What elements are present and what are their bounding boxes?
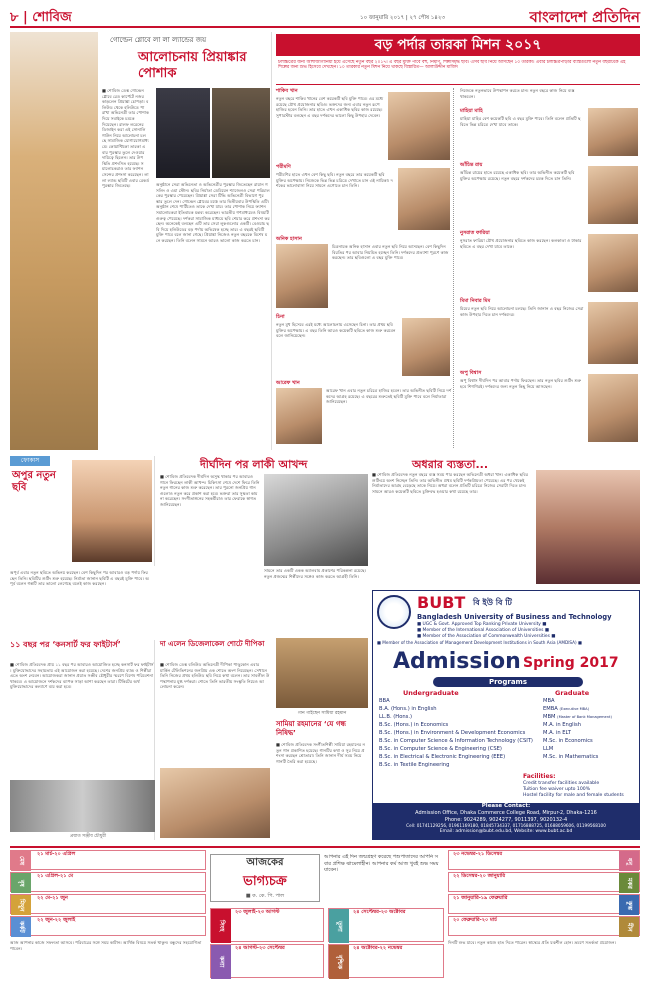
priyanka-story (10, 32, 272, 450)
star-photo (588, 374, 638, 442)
admission-heading: Admission (393, 649, 521, 674)
dipika-title: দা এলেন ডিজেলাকেল শোটে দীপিকা (160, 640, 265, 648)
program-item: B.Sc. in Computer Science & Engineering (CSE) (379, 746, 502, 752)
bubt-logo: BUBT (417, 593, 466, 612)
bubt-logo-bn: বি ইউ বি টি (473, 598, 512, 607)
bubt-name: Bangladesh University of Business and Technology (417, 613, 612, 621)
star-photo (398, 168, 450, 230)
concert-caption: প্রয়াত সঞ্জীব চৌধুরী (70, 834, 106, 839)
horoscope-sign: ২২ মে-২১ জুন মিথুন (10, 894, 206, 914)
star-card: নুসরাত ফারিয়া নুসরাত ফারিয়া যৌথ প্রযোজনার ছবিতে কাজ করছেন। কলকাতা ও ঢাকার ছবিতে এ বছর দেখা যাবে তাকে। (460, 230, 640, 296)
program-item: B.Sc. (Hons.) in Economics (379, 722, 449, 728)
star-photo (588, 108, 638, 156)
samia-photo (276, 638, 368, 708)
gr-list (543, 697, 637, 761)
ug-list (379, 697, 539, 769)
horoscope-sign: ২৩ নভেম্বর-২১ ডিসেম্বর ধনু (448, 850, 640, 870)
fokas-tag: ফোকাস (10, 456, 50, 466)
program-item: B.Sc. in Textile Engineering (379, 762, 450, 768)
lucky-photo (264, 474, 368, 566)
star-card: চিনা নতুন মুখ হিসেবে এরই মধ্যে আলোচনায় এসেছেন চিনা। তার প্রথম ছবি মুক্তির অপেক্ষায়। এ বছর তিনি আরও কয়েকটি ছবিতে কাজ শুরু করবেন বলে জানিয়েছেন। (276, 314, 454, 378)
dipika-photo (160, 768, 270, 838)
lucky-story: দীর্ঘদিন পর লাকী আখন্দ ■ শোবিজ প্রতিবেদক দীর্ঘদিন অসুস্থ থাকার পর আবারও গানে ফিরছেন লাকী আখন্দ। চিকিৎসা শেষে দেশে ফিরে তিনি নতুন গানের কাজ শুরু করেছেন। তার পুরনো জনপ্রিয় গানগুলোও নতুন করে প্রকাশ করা হবে। ভক্তরা তার সুস্থতা কামনা করেছেন। সংগীতাঙ্গনের সহকর্মীরাও তার ফেরাকে স্বাগত জানিয়েছেন। সামনে তার একটি একক অ্যালবাম প্রকাশের পরিকল্পনা রয়েছে। নতুন প্রজন্মের শিল্পীদের সঙ্গেও কাজ করতে আগ্রহী তিনি। (160, 458, 367, 579)
star-photo (588, 302, 638, 364)
star-photo (388, 92, 450, 160)
fokas-photo (72, 460, 152, 562)
contact-box: Please Contact: Admission Office, Dhaka Commerce College Road, Mirpur-2, Dhaka-1216 Phone: 9024289, 9024277, 9011397, 9020132-4 Cell: 01741129256, 01961169180, 01845734337, 01716888725, 01688059606, 01199568100 Email: admission@bubt.edu.bd, Website: www.bubt.ac.bd (373, 803, 639, 840)
star-name: আঁচিন্ত রায় (460, 162, 483, 168)
admission-term: Spring 2017 (523, 655, 619, 671)
lucky-title: দীর্ঘদিন পর লাকী আখন্দ (200, 458, 308, 471)
program-item: B.A. (Hons.) in English (379, 706, 437, 712)
busy-story: অধরার ব্যস্ততা... ■ শোবিজ প্রতিবেদক নতুন বছরে ব্যস্ত সময় পার করছেন অভিনেত্রী অধরা খান। একাধিক ছবির শুটিংয়ে অংশ নিচ্ছেন তিনি। তার অভিনীত প্রথম ছবিটি দর্শকপ্রিয়তা পেয়েছে। এর পর থেকেই নির্মাতাদের আগ্রহ বেড়েছে তাকে নিয়ে। অধরা বলেন প্রতিটি চরিত্রে নিজের সেরাটা দিতে চান। সামনে আরও কয়েকটি ছবিতে চুক্তিবদ্ধ হওয়ার কথা রয়েছে তার। (372, 456, 640, 586)
page-number: ৮ | শোবিজ (10, 10, 72, 25)
horoscope-sign: ২৪ আগস্ট-২৩ সেপ্টেম্বর কন্যা (210, 944, 324, 978)
priyanka-body-1: ■ শোবিজ ডেস্ক গোল্ডেন গ্লোবে রেড কার্পেটে নজর কাড়লেন প্রিয়াঙ্কা চোপড়া। বলিউড থেকে হলিউডে পা রাখা অভিনেত্রী তার পোশাক দিয়ে সবাইকে চমকে দিয়েছেন। রালফ লরেনের ডিজাইন করা এই সোনালি গাউন নিয়ে আলোচনা চলছে সামাজিক যোগাযোগমাধ্যমে। কোয়ান্টিকো তারকা এবার পুরস্কার তুলে দেওয়ার দায়িত্বে ছিলেন। তার উপস্থিতি প্রশংসিত হয়েছে। সমালোচকরাও তার ফ্যাশন সেন্সের প্রশংসা করেছেন। লা লা ল্যান্ড ছবিটি এবার রেকর্ড পুরস্কার জিতেছে। (102, 88, 150, 189)
horoscope-sign: ২৪ অক্টোবর-২২ নভেম্বর বৃশ্চিক (328, 944, 444, 978)
star-name: চিনা (276, 314, 285, 320)
program-item: MBA (543, 698, 555, 704)
bubt-ad: BUBT বি ইউ বি টি Bangladesh University of Business and Technology ■ UGC & Govt. Approved Top Ranking Private University ■ ■ Member of the International Association of Universities ■ ■ Member of the Association of Commonwealth Universities ■ ■ Member of the Association of Management Development Institutions in South Asia (AMDISA) ■ Admission Spring 2017 Programs Undergraduate Graduate BBA B.A. (Hons.) in English LL.B. (Hons.) B.Sc. (Hons.) in Economics B.Sc. (Hons.) in Environment & Development Economics B.Sc. in Computer Science & Information Technology (CSIT) B.Sc. in Computer Science & Engineering (CSE) B.Sc. in Electrical & Electronic Engineering (EEE) B.Sc. in Textile Engineering MBA EMBA (Executive MBA) MBM (Master of Bank Management) M.A. in English M.A. in ELT M.Sc. in Economics LLM M.Sc. in Mathematics Facilities: Credit transfer facilities available Tuition fee waiver upto 100% Hostel facility for male and female students Please Contact: Admission Office, Dhaka Commerce College Road, Mirpur-2, Dhaka-1216 Phone: 9024289, 9024277, 9011397, 9020132-4 Cell: 01741129256, 01961169180, 01845734337, 01716888725, 01688059606, 01199568100 Email: admission@bubt.edu.bd, Website: www.bubt.ac.bd (372, 590, 640, 840)
horoscope-sign: ২১ জানুয়ারি-১৯ ফেব্রুয়ারি কুম্ভ (448, 894, 640, 914)
gr-heading: Graduate (555, 689, 590, 697)
star-name: অপু বিশ্বাস (460, 370, 482, 376)
priyanka-photo (10, 32, 98, 450)
program-item: M.A. in ELT (543, 730, 571, 736)
program-item: B.Sc. in Computer Science & Information Technology (CSIT) (379, 738, 533, 744)
star-name: শাকিব খান (276, 88, 298, 94)
busy-title: অধরার ব্যস্ততা... (412, 458, 489, 471)
star-card: আরেফ খান আরেফ খান এবার নতুন চরিত্রে হাজির হবেন। তার অভিনীত ছবিটি নিয়ে দর্শকদের আগ্রহ রয়েছে। এ বছরের শুরুতেই ছবিটি মুক্তি পাবে বলে নির্মাতারা জানিয়েছেন। (276, 380, 454, 446)
fokas-title: অপুর নতুন ছবি (12, 470, 56, 493)
mission-title: বড় পর্দার তারকা মিশন ২০১৭ (276, 34, 640, 56)
star-photo (276, 388, 322, 444)
horoscope-sign: ২০ ফেব্রুয়ারি-২০ মার্চ মীন (448, 916, 640, 936)
priyanka-title: আলোচনায় প্রিয়াঙ্কার পোশাক (138, 50, 247, 81)
horoscope-section: আজকের ভাগ্যচক্র ■ ক. কে. পি. পাল আপনার এই দিন জন্মগ্রহণ করেছে পশুপাতাদের আপনি সবার প্রশিক্ষ ঝামেলাহীন। আপনার কর্ম আজ খুবই শুভ সময় যাবেন। ২১ মার্চ-২০ এপ্রিল মেষ ২১ এপ্রিল-২১ মে বৃষ ২২ মে-২১ জুন মিথুন ২২ জুন-২২ জুলাই কর্কট ২৩ জুলাই-২৩ আগস্ট সিংহ ২৪ আগস্ট-২৩ সেপ্টেম্বর কন্যা ২৪ সেপ্টেম্বর-২৩ অক্টোবর তুলা ২৪ অক্টোবর-২২ নভেম্বর বৃশ্চিক ২৩ নভেম্বর-২১ ডিসেম্বর ধনু ২২ ডিসেম্বর-২০ জানুয়ারি মকর ২১ জানুয়ারি-১৯ ফেব্রুয়ারি কুম্ভ ২০ ফেব্রুয়ারি-২০ মার্চ মীন আজ আপনার কাজে সফলতা আসবে। পরিবারের সঙ্গে সময় কাটান। আর্থিক বিষয়ে সতর্ক থাকুন। বন্ধুদের সহযোগিতা পাবেন। দিনটি শুভ যাবে। নতুন কাজে হাত দিতে পারেন। স্বাস্থ্যের প্রতি যত্নশীল হোন। ভ্রমণে সতর্কতা প্রয়োজন। (10, 846, 640, 980)
star-card: অপু বিশ্বাস অপু বিশ্বাস দীর্ঘদিন পর আবার পর্দায় ফিরছেন। তার নতুন ছবির শুটিং শুরু হবে শিগগিরই। দর্শকদের জন্য নতুন কিছু নিয়ে আসছেন। (460, 370, 640, 446)
star-card: আঁচিন্ত রায় আঁচিন্ত রায়ের হাতে রয়েছে একাধিক ছবি। তার অভিনীত কয়েকটি ছবি মুক্তির অপেক্ষায় রয়েছে। নতুন বছরে দর্শকদের চমক দিতে চান তিনি। (460, 162, 640, 228)
page-header (10, 6, 640, 28)
priyanka-kicker: গোল্ডেন গ্লোবে লা লা ল্যান্ডের জয় (110, 36, 207, 44)
mission-intro: চলচ্চিত্রের জন্য আশাজাগানিয়া হয়ে এসেছে নতুন বছর ২০১৭। এ বছর মুক্তি পাবে বহু, নির্মাণ, শিল্পীসমৃদ্ধ ছবি। এসব ছবি নিয়ে আসছেন ১০ তারকা। এবার চলচ্চিত্রপাড়ার ব্যস্তিগুলো নতুন বছরটিকে এই শিল্পের জন্য শুভ হিসেবে দেখছেন। ১০ তারকার নতুন মিশন নিয়ে থাকছে বিস্তারিত— আলাউদ্দীন মাজিদ (278, 60, 626, 71)
program-item: MBM (Master of Bank Management) (543, 714, 612, 720)
star-name: মাহিয়া মাহি (460, 108, 483, 114)
star-photo (276, 244, 328, 308)
horoscope-intro: আপনার এই দিন জন্মগ্রহণ করেছে পশুপাতাদের আপনি সবার প্রশিক্ষ ঝামেলাহীন। আপনার কর্ম আজ খুবই শুভ সময় যাবেন। (324, 854, 439, 873)
samia-title: সামিয়া রহমানের ‘যে গন্ধ নিষিদ্ধ’ (276, 720, 346, 737)
program-item: B.Sc. (Hons.) in Environment & Development Economics (379, 730, 526, 736)
stars-right-column: নিজেকে নতুনভাবে উপস্থাপন করতে চান। নতুন বছরে কাজ নিয়ে ব্যস্ত থাকবেন। মাহিয়া মাহি মাহিয়া মাহির বেশ কয়েকটি ছবি এ বছর মুক্তি পাবে। তিনি বলেন প্রতিটি ছবিতে ভিন্ন চরিত্রে দেখা যাবে তাকে। আঁচিন্ত রায় আঁচিন্ত রায়ের হাতে রয়েছে একাধিক ছবি। তার অভিনীত কয়েকটি ছবি মুক্তির অপেক্ষায় রয়েছে। নতুন বছরে দর্শকদের চমক দিতে চান তিনি। নুসরাত ফারিয়া নুসরাত ফারিয়া যৌথ প্রযোজনার ছবিতে কাজ করছেন। কলকাতা ও ঢাকার ছবিতে এ বছর দেখা যাবে তাকে। মিমা নিবার মিম মিমের নতুন ছবি নিয়ে আলোচনা চলছে। তিনি জানান এ বছর নিজের সেরা কাজ উপহার দিতে চান দর্শকদের। অপু বিশ্বাস অপু বিশ্বাস দীর্ঘদিন পর আবার পর্দায় ফিরছেন। তার নতুন ছবির শুটিং শুরু হবে শিগগিরই। দর্শকদের জন্য নতুন কিছু নিয়ে আসছেন। (460, 88, 640, 448)
horoscope-sign: ২২ ডিসেম্বর-২০ জানুয়ারি মকর (448, 872, 640, 892)
program-item: EMBA (Executive MBA) (543, 706, 589, 712)
horoscope-sign: ২২ জুন-২২ জুলাই কর্কট (10, 916, 206, 936)
stars-left-column (276, 88, 454, 448)
concert-title: ১১ বছর পর ‘কনসার্ট ফর ফাইটার্স’ (10, 640, 121, 649)
star-card: মিমা নিবার মিম মিমের নতুন ছবি নিয়ে আলোচনা চলছে। তিনি জানান এ বছর নিজের সেরা কাজ উপহার দিতে চান দর্শকদের। (460, 298, 640, 368)
program-item: BBA (379, 698, 390, 704)
mission-2017 (276, 32, 640, 450)
star-name: মিমা নিবার মিম (460, 298, 491, 304)
fokas-story (10, 456, 155, 566)
horoscope-sign: ২৪ সেপ্টেম্বর-২৩ অক্টোবর তুলা (328, 908, 444, 942)
star-card: মাহিয়া মাহি মাহিয়া মাহির বেশ কয়েকটি ছবি এ বছর মুক্তি পাবে। তিনি বলেন প্রতিটি ছবিতে ভিন্ন চরিত্রে দেখা যাবে তাকে। (460, 108, 640, 160)
program-item: LL.B. (Hons.) (379, 714, 413, 720)
star-photo (588, 166, 638, 224)
program-item: B.Sc. in Electrical & Electronic Engineering (EEE) (379, 754, 506, 760)
programs-bar: Programs (433, 677, 583, 687)
samia-caption: গান গাইছেন সামিয়া রহমান (297, 711, 347, 716)
fokas-body: অপূর্ব এবার নতুন ছবিতে অভিনয় করছেন। বেশ কিছুদিন পর আবারও বড় পর্দায় ফিরছেন তিনি। ছবিটির শুটিং শুরু হয়েছে। নির্মাতা জানান ছবিটি এ বছরই মুক্তি পাবে। অপূর্ব বলেন গল্পটি তার ভালো লেগেছে বলেই কাজ করছেন। (10, 570, 149, 587)
horoscope-sign: ২১ মার্চ-২০ এপ্রিল মেষ (10, 850, 206, 870)
globe-couple-photo-2 (212, 88, 270, 178)
star-card: অনিক হাসান চিত্রনায়ক অনিক হাসান এবার নতুন ছবি নিয়ে আসছেন। বেশ কিছুদিন বিরতির পর আবার নিয়মিত হচ্ছেন তিনি। দর্শকদের প্রত্যাশা পূরণে কাজ করছেন। তার ছবিগুলো এ বছর মুক্তি পাবে। (276, 236, 454, 312)
star-name: পরীমণি (276, 164, 291, 170)
masthead-logo: বাংলাদেশ প্রতিদিন (529, 8, 640, 26)
star-name: অনিক হাসান (276, 236, 302, 242)
star-name: নুসরাত ফারিয়া (460, 230, 490, 236)
facilities-list: Credit transfer facilities available Tuition fee waiver upto 100% Hostel facility for male and female students (523, 781, 624, 798)
globe-couple-photo-1 (156, 88, 210, 178)
bubt-seal-icon (377, 595, 411, 629)
program-item: LLM (543, 746, 554, 752)
star-card: পরীমণি পরীমণির হাতে এখন বেশ কিছু ছবি। নতুন বছরে তার কয়েকটি ছবি মুক্তির অপেক্ষায়। নিজেকে ভিন্ন ভিন্ন চরিত্রে দেখাতে চান এই নায়িকা। দর্শকের ভালোবাসা নিয়ে সামনে এগোতে চান তিনি। (276, 164, 454, 234)
star-photo (588, 234, 638, 292)
ug-heading: Undergraduate (403, 689, 459, 697)
program-item: M.Sc. in Mathematics (543, 754, 599, 760)
horoscope-title-box: আজকের ভাগ্যচক্র ■ ক. কে. পি. পাল (210, 854, 320, 902)
concert-story: ১১ বছর পর ‘কনসার্ট ফর ফাইটার্স’ ■ শোবিজ প্রতিবেদক প্রায় ১১ বছর পর আবারও আয়োজিত হচ্ছে কনসার্ট ফর ফাইটার্স। মুক্তিযোদ্ধাদের সহায়তায় এই আয়োজন করা হয়েছে। দেশের জনপ্রিয় ব্যান্ড ও শিল্পীরা এতে অংশ নেবেন। আয়োজকরা জানান প্রয়াত সঞ্জীব চৌধুরীর স্মরণে বিশেষ পরিবেশনা থাকবে। এ আয়োজনে দর্শকদের ব্যাপক সাড়া আশা করছেন তারা। টিকিটের অর্থ মুক্তিযোদ্ধাদের কল্যাণে ব্যয় করা হবে। প্রয়াত সঞ্জীব চৌধুরী (10, 640, 154, 839)
horoscope-sign: ২৩ জুলাই-২৩ আগস্ট সিংহ (210, 908, 324, 942)
priyanka-body-2: অনুষ্ঠানে সেরা অভিনেতা ও অভিনেত্রীর পুরস্কার জিতেছেন রায়ান গসলিং ও এমা স্টোন। ছবির নির্মাতা ডেমিয়েন শ্যাজেলও সেরা পরিচালকের পুরস্কার পেয়েছেন। প্রিয়াঙ্কা সেরা টিভি অভিনেত্রী বিভাগে পুরস্কার তুলে দেন। গোল্ডেন গ্লোবের মঞ্চে তার দ্বিতীয়বার উপস্থিতি এটি। অনুষ্ঠান শেষে পার্টিতেও তাকে দেখা যায়। তার পোশাক নিয়ে ফ্যাশন সমালোচকরা ইতিবাচক মন্তব্য করেছেন। ভারতীয় গণমাধ্যমেও বিষয়টি গুরুত্ব পেয়েছে। দর্শকরা সামাজিক মাধ্যমে ছবি শেয়ার করে প্রশংসা করছেন। অনেকেই বলছেন এটি তার সেরা লুকগুলোর একটি। বেওয়াচ ছবি দিয়ে হলিউডের বড় পর্দায় অভিষেক হচ্ছে তার। এ বছরই ছবিটি মুক্তি পাবে বলে জানা গেছে। প্রিয়াঙ্কা নিজেও নতুন বছরকে বিশেষ মনে করছেন। তিনি বলেন সামনে আরও ভালো কাজ করতে চান। (156, 182, 270, 243)
sanjib-photo (10, 780, 155, 832)
program-item: M.Sc. in Economics (543, 738, 593, 744)
star-card: শাকিব খান নতুন বছরে শাকিব খানের বেশ কয়েকটি ছবি মুক্তি পাবে। এর মধ্যে রয়েছে যৌথ প্রযোজনার ছবিও। ভক্তদের জন্য এবার নতুন রূপে হাজির হবেন তিনি। তার হাতে এখন একাধিক ছবির কাজ রয়েছে। সুপারস্টার বলছেন এ বছর দর্শকদের ভালো কিছু উপহার দেবেন। (276, 88, 454, 162)
star-name: আরেফ খান (276, 380, 300, 386)
adhora-photo (536, 470, 640, 584)
facilities-heading: Facilities: (523, 773, 556, 780)
star-photo (402, 318, 450, 376)
dipika-story: দা এলেন ডিজেলাকেল শোটে দীপিকা ■ শোবিজ ডেস্ক বলিউড অভিনেত্রী দীপিকা পাড়ুকোন এবার মার্কিন টেলিভিশনের জনপ্রিয় এক শোতে অংশ নিয়েছেন। সেখানে তিনি নিজের প্রথম হলিউড ছবি নিয়ে কথা বলেন। তার সাবলীল উপস্থাপনায় মুগ্ধ দর্শকরা। শোতে তিনি ভারতীয় সংস্কৃতি নিয়েও আলোচনা করেন। (160, 640, 270, 840)
program-item: M.A. in English (543, 722, 581, 728)
page-date: ১০ জানুয়ারি ২০১৭ | ২৭ পৌষ ১৪২৩ (360, 15, 446, 21)
horoscope-sign: ২১ এপ্রিল-২১ মে বৃষ (10, 872, 206, 892)
